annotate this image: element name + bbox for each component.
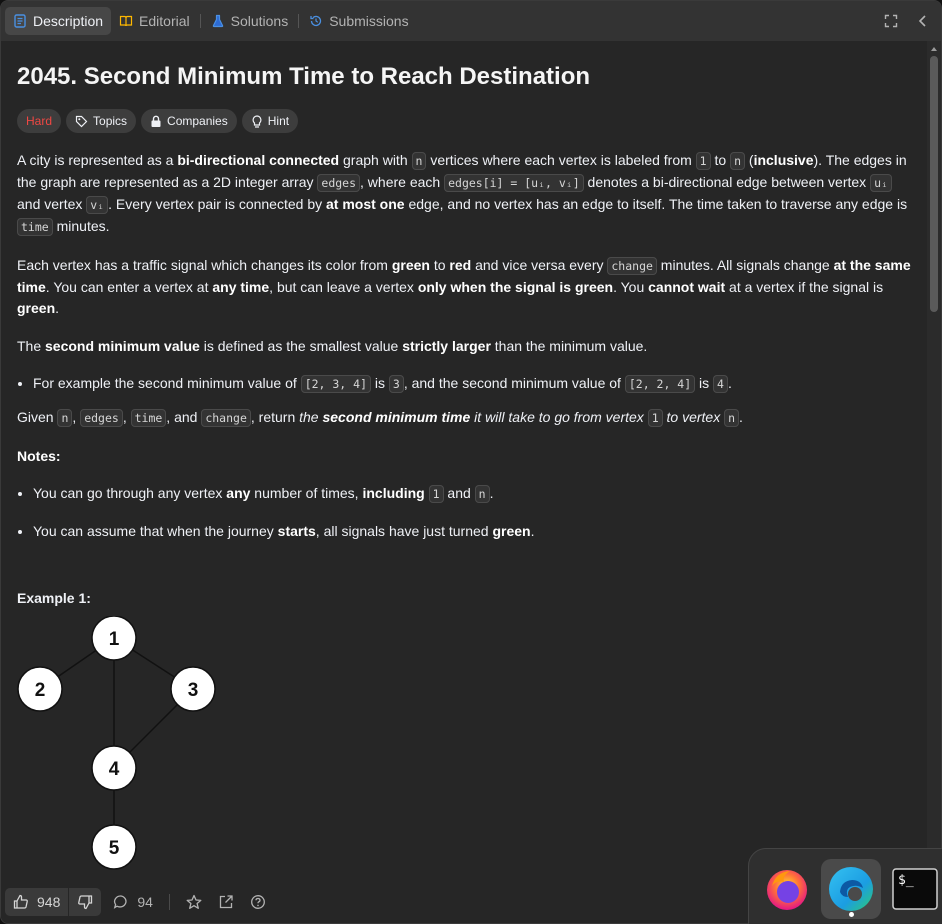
maximize-icon [884, 14, 898, 28]
comment-icon [113, 894, 129, 910]
book-icon [119, 14, 133, 28]
tag-icon [75, 115, 88, 128]
svg-text:3: 3 [187, 680, 199, 701]
list-item: • You can go through any vertex any number of times, including 1 and n . [33, 483, 913, 505]
hint-label: Hint [267, 114, 290, 128]
firefox-icon [764, 866, 810, 912]
example-graph [17, 616, 247, 883]
tab-label: Solutions [230, 13, 289, 29]
share-button[interactable] [218, 894, 234, 910]
svg-text:5: 5 [108, 838, 120, 859]
terminal-app[interactable] [885, 859, 942, 919]
tab-submissions[interactable] [301, 7, 416, 35]
topics-label: Topics [93, 114, 128, 128]
svg-text:$_: $_ [898, 873, 914, 888]
tab-separator [200, 14, 201, 28]
firefox-app[interactable] [757, 859, 817, 919]
svg-text:2: 2 [34, 680, 46, 701]
tab-solutions[interactable] [203, 7, 297, 35]
external-link-icon [218, 894, 234, 910]
description-paragraph-2: Each vertex has a traffic signal which changes its color from green to red and vice versa every change minutes. All signals change at the same time. You can enter a vertex at any time, but can leave a vertex only when the signal is green. You cannot wait at a vertex if the signal is green. [17, 257, 911, 316]
like-button[interactable] [5, 888, 68, 916]
graph-node [171, 667, 215, 711]
scrollbar[interactable] [927, 41, 941, 883]
description-paragraph-1: A city is represented as a bi-directional connected graph with n vertices where each vertex is labeled from 1 to n (inclusive). The edges in the graph are represented as a 2D integer array edges , where each edges[i] = [uᵢ, vᵢ] denotes a bi-directional edge between vertex uᵢ and vertex vᵢ . Every vertex pair is connected by at most one edge, and no vertex has an edge to itself. The time taken to traverse any edge is time minutes. [17, 152, 908, 234]
list-item: • You can assume that when the journey starts, all signals have just turned green. [33, 521, 913, 542]
dislike-button[interactable] [69, 888, 101, 916]
example-title: Example 1: [17, 590, 91, 606]
chevron-left-icon [916, 14, 930, 28]
svg-text:1: 1 [108, 629, 120, 650]
history-icon [309, 14, 323, 28]
list-item: • For example the second minimum value of [2, 3, 4] is 3 , and the second minimum value of [2, 2, 4] is 4 . [33, 373, 913, 395]
topics-badge[interactable] [66, 109, 136, 133]
lightbulb-icon [251, 115, 263, 128]
page-title: 2045. Second Minimum Time to Reach Destination [17, 63, 591, 90]
footer-separator [169, 894, 170, 910]
description-paragraph-3: The second minimum value is defined as the smallest value strictly larger than the minimum value. [17, 338, 648, 354]
thumbs-down-icon [77, 894, 93, 910]
difficulty-badge[interactable]: Hard [17, 109, 61, 133]
description-icon [13, 14, 27, 28]
star-icon [186, 894, 202, 910]
comments-button[interactable] [113, 894, 153, 910]
active-indicator [849, 912, 854, 917]
comment-count: 94 [137, 894, 153, 910]
help-button[interactable] [250, 894, 266, 910]
collapse-panel-button[interactable] [911, 7, 935, 35]
problem-description [1, 41, 929, 883]
graph-node [92, 825, 136, 869]
hint-badge[interactable] [242, 109, 298, 133]
graph-node [92, 616, 136, 660]
thumbs-up-icon [13, 894, 29, 910]
edge-app[interactable] [821, 859, 881, 919]
edge-icon [826, 864, 876, 914]
fullscreen-button[interactable] [879, 7, 903, 35]
svg-text:4: 4 [108, 759, 120, 780]
companies-label: Companies [167, 114, 228, 128]
like-count: 948 [37, 894, 61, 910]
companies-badge[interactable] [141, 109, 237, 133]
favorite-button[interactable] [186, 894, 202, 910]
example-list [17, 373, 913, 395]
question-circle-icon [250, 894, 266, 910]
description-paragraph-4: Given n , edges , time , and change , return the second minimum time it will take to go from vertex 1 to vertex n . [17, 409, 743, 425]
notes-title: Notes: [17, 448, 61, 464]
tab-separator [298, 14, 299, 28]
tab-label: Description [33, 13, 104, 29]
tab-label: Submissions [329, 13, 409, 29]
tab-description[interactable] [5, 7, 111, 35]
tab-actions [879, 7, 935, 35]
flask-icon [211, 14, 225, 28]
terminal-icon [892, 868, 938, 910]
graph-node [92, 746, 136, 790]
badge-row [17, 109, 913, 133]
tab-editorial[interactable] [111, 7, 198, 35]
taskbar-dock [748, 848, 942, 924]
tab-label: Editorial [139, 13, 190, 29]
lock-icon [150, 115, 162, 128]
graph-node [18, 667, 62, 711]
scrollbar-thumb[interactable] [930, 56, 938, 312]
notes-list [17, 483, 913, 542]
vote-group [5, 888, 101, 916]
scroll-up-icon[interactable] [930, 45, 938, 53]
tab-bar [1, 1, 941, 41]
